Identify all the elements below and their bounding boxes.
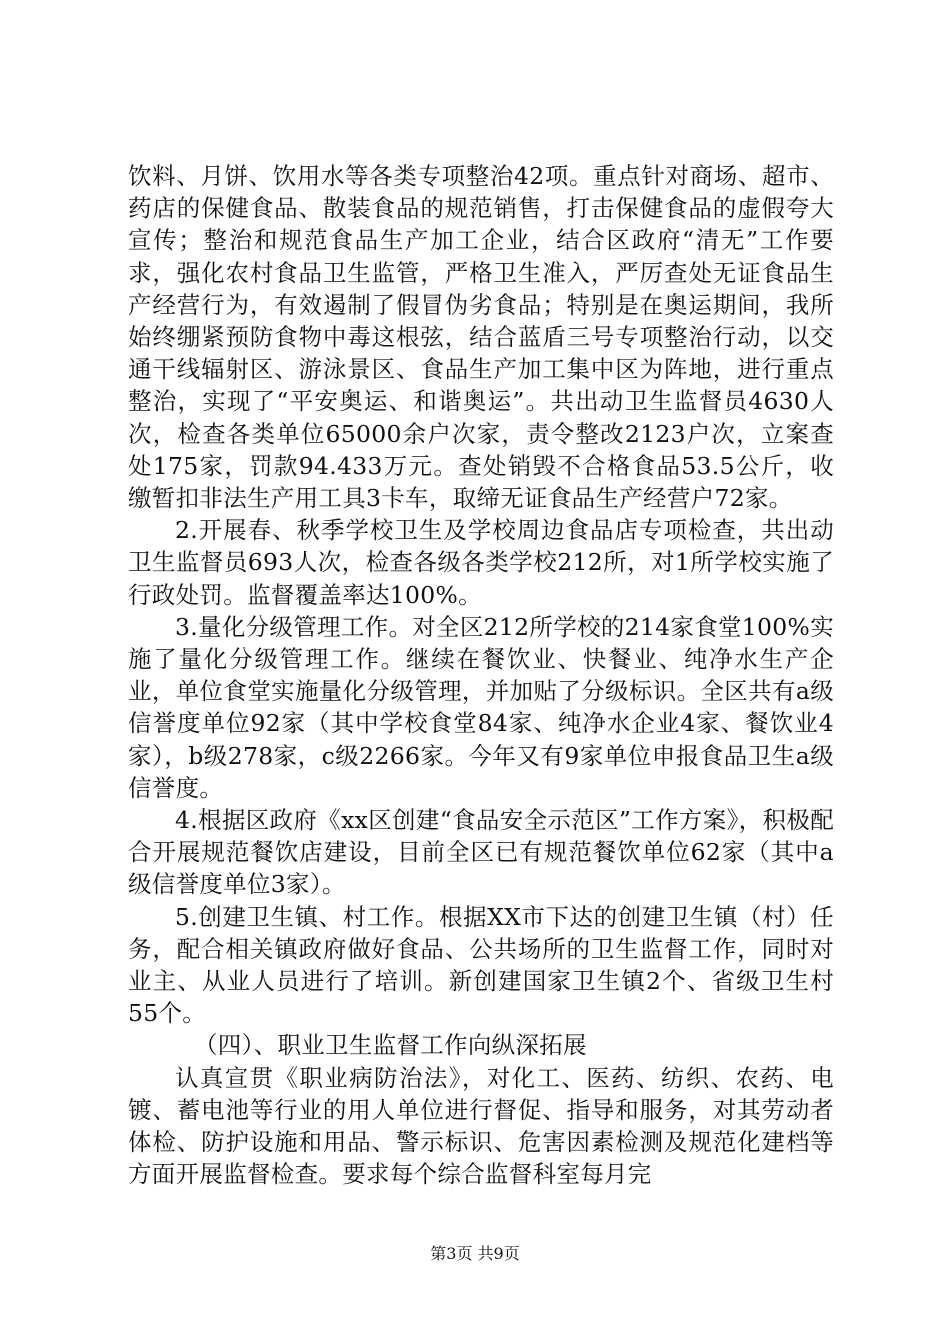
paragraph-item-3: 3.量化分级管理工作。对全区212所学校的214家食堂100%实施了量化分级管理工作。继续在餐饮业、快餐业、纯净水生产企业，单位食堂实施量化分级管理，并加贴了分级标识。全区共有a级信誉度单位92家（其中学校食堂84家、纯净水企业4家、餐饮业4家），b级278家，c级2266家。今年又有9家单位申报食品卫生a级信誉度。 — [128, 612, 834, 802]
paragraph-section-body: 认真宣贯《职业病防治法》，对化工、医药、纺织、农药、电镀、蓄电池等行业的用人单位进行督促、指导和服务，对其劳动者体检、防护设施和用品、警示标识、危害因素检测及规范化建档等方面开展监督检查。要求每个综合监督科室每月完 — [128, 1063, 834, 1189]
paragraph-item-5: 5.创建卫生镇、村工作。根据XX市下达的创建卫生镇（村）任务，配合相关镇政府做好食品、公共场所的卫生监督工作，同时对业主、从业人员进行了培训。新创建国家卫生镇2个、省级卫生村55个。 — [128, 902, 834, 1028]
document-body — [128, 160, 834, 1191]
paragraph-continuation: 饮料、月饼、饮用水等各类专项整治42项。重点针对商场、超市、药店的保健食品、散装食品的规范销售，打击保健食品的虚假夸大宣传；整治和规范食品生产加工企业，结合区政府“清无”工作要求，强化农村食品卫生监管，严格卫生准入，严厉查处无证食品生产经营行为，有效遏制了假冒伪劣食品；特别是在奥运期间，我所始终绷紧预防食物中毒这根弦，结合蓝盾三号专项整治行动，以交通干线辐射区、游泳景区、食品生产加工集中区为阵地，进行重点整治，实现了“平安奥运、和谐奥运”。共出动卫生监督员4630人次，检查各类单位65000余户次家，责令整改2123户次，立案查处175家，罚款94.433万元。查处销毁不合格食品53.5公斤，收缴暂扣非法生产用工具3卡车，取缔无证食品生产经营户72家。 — [128, 162, 834, 513]
paragraph-item-2: 2.开展春、秋季学校卫生及学校周边食品店专项检查，共出动卫生监督员693人次，检查各级各类学校212所，对1所学校实施了行政处罚。监督覆盖率达100%。 — [128, 516, 834, 609]
section-heading: （四）、职业卫生监督工作向纵深拓展 — [194, 1031, 587, 1060]
page-number-footer: 第3页 共9页 — [430, 1244, 520, 1263]
paragraph-item-4: 4.根据区政府《xx区创建“食品安全示范区”工作方案》，积极配合开展规范餐饮店建设，目前全区已有规范餐饮单位62家（其中a级信誉度单位3家）。 — [128, 806, 834, 899]
